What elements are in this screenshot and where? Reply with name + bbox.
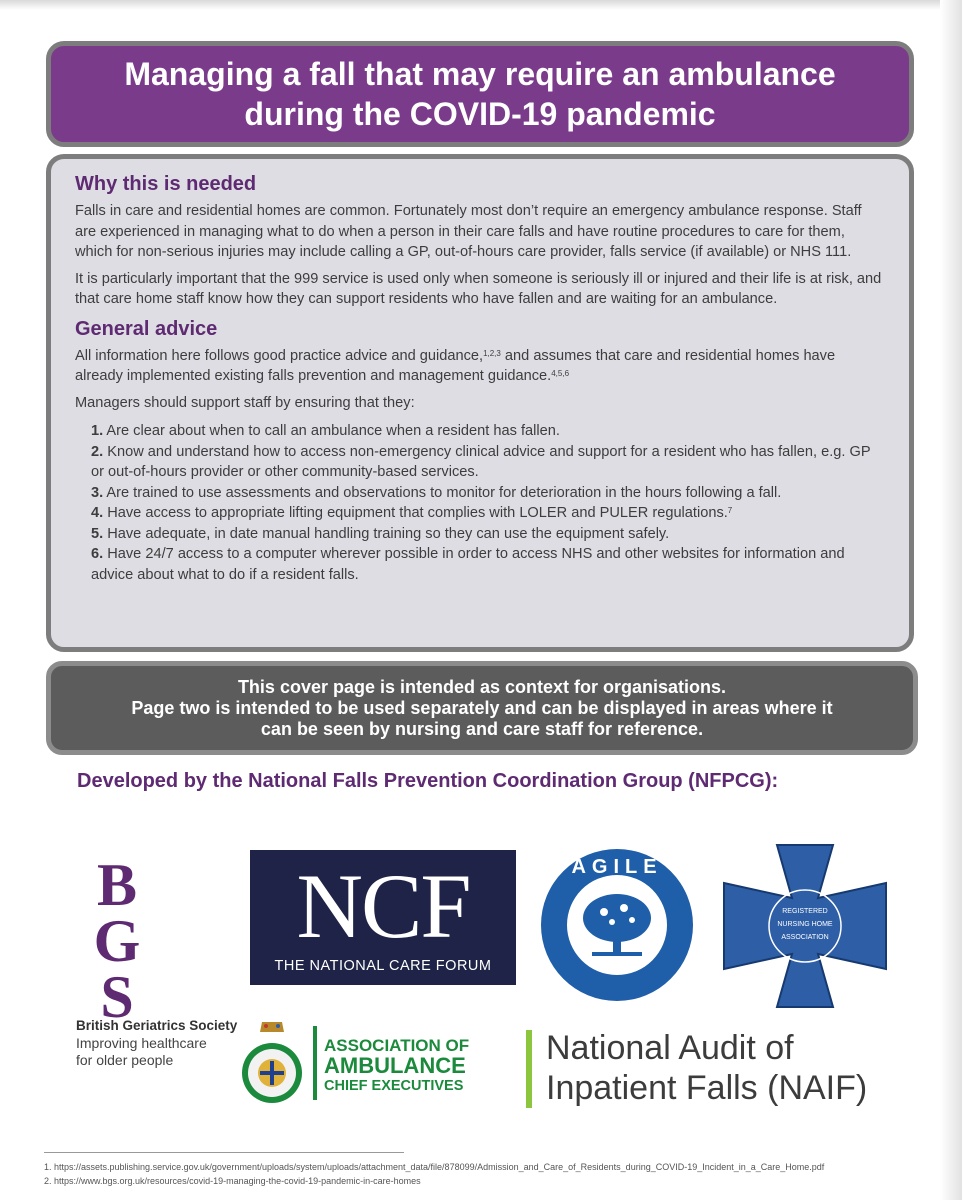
general-paragraph-1-a: All information here follows good practice advice and guidance, (75, 347, 484, 364)
list-item-text: Have access to appropriate lifting equipment that complies with LOLER and PULER regulations. (107, 505, 728, 521)
title-line-2: during the COVID-19 pandemic (244, 96, 716, 132)
aace-logo (240, 1018, 510, 1110)
aace-text (324, 1036, 469, 1096)
general-heading: General advice (75, 317, 218, 340)
page-shadow-right (940, 0, 962, 1200)
list-item-number: 1. (91, 423, 104, 439)
naif-text (546, 1028, 867, 1108)
aace-line-1: ASSOCIATION OF (324, 1036, 470, 1055)
notice-line-3: can be seen by nursing and care staff for reference. (260, 718, 704, 739)
nha-line-3: ASSOCIATION (781, 934, 829, 941)
page-shadow-top (0, 0, 962, 10)
footnote-ref-1-3: 1,2,3 (483, 348, 501, 358)
title-banner (46, 41, 914, 147)
general-paragraph-2: Managers should support staff by ensuring that they: (75, 394, 415, 411)
list-item-text: Are clear about when to call an ambulance when a resident has fallen. (106, 423, 560, 439)
naif-line-2: Inpatient Falls (NAIF) (546, 1069, 868, 1107)
list-item-number: 4. (91, 505, 104, 521)
footnote-divider (44, 1152, 404, 1153)
naif-line-1: National Audit of (546, 1029, 794, 1067)
agile-mark: AGILE (571, 856, 663, 878)
list-item (91, 483, 885, 504)
footnote-ref-7: 7 (727, 506, 733, 515)
list-item (91, 442, 885, 483)
agile-logo (540, 848, 694, 1002)
naif-accent-bar (526, 1030, 532, 1108)
title-line-1: Managing a fall that may require an ambulance (124, 56, 836, 92)
aace-line-3: CHIEF EXECUTIVES (324, 1078, 464, 1094)
notice-banner (46, 661, 918, 755)
nha-text (722, 905, 888, 944)
bgs-name: British Geriatrics Society (76, 1018, 238, 1033)
naif-logo (526, 1028, 906, 1112)
why-paragraph-2: It is particularly important that the 999 service is used only when someone is seriously ill or injured and their life is at risk, and that care home staff know how they can support residents who have fallen and are waiting for an ambulance. (75, 270, 882, 307)
footnote-2: 2. https://www.bgs.org.uk/resources/covid-19-managing-the-covid-19-pandemic-in-care-homes (44, 1176, 421, 1186)
list-item-text: Know and understand how to access non-emergency clinical advice and support for a resident who has fallen, e.g. GP or out-of-hours provider or other community-based services. (91, 443, 871, 480)
list-item-number: 3. (91, 484, 104, 501)
list-item-number: 2. (91, 443, 104, 460)
bgs-mark (72, 852, 162, 1020)
list-item (91, 524, 885, 545)
notice-line-1: This cover page is intended as context for organisations. (237, 676, 727, 697)
general-paragraph-1-b: and assumes that care and residential homes have already implemented existing falls prevention and management guidance. (75, 347, 836, 384)
footnote-1: 1. https://assets.publishing.service.gov.uk/government/uploads/system/uploads/attachment_data/file/878099/Admission_and_Care_of_Residents_during_COVID-19_Incident_in_a_Care_Home.pdf (44, 1162, 825, 1172)
aace-line-2: AMBULANCE (324, 1053, 466, 1078)
list-item (91, 544, 885, 585)
ncf-logo (250, 850, 516, 985)
footnote-ref-4-6: 4,5,6 (551, 369, 570, 378)
list-item-number: 5. (91, 525, 104, 542)
ncf-mark: NCF (296, 855, 470, 957)
list-item-text: Have adequate, in date manual handling training so they can use the equipment safely. (107, 525, 670, 542)
nha-line-2: NURSING HOME (777, 921, 833, 928)
list-item (91, 503, 885, 524)
notice-line-2: Page two is intended to be used separately and can be displayed in areas where it (131, 697, 833, 718)
list-item-number: 6. (91, 546, 104, 562)
general-paragraph-1 (75, 346, 885, 387)
why-paragraph-1: Falls in care and residential homes are common. Fortunately most don’t require an emergency ambulance response. Staff are experienced in managing what to do when a person in their care falls and have routine procedures to care for them, which for non-serious injuries may include calling a GP, out-of-hours care provider, falls service (if available) or NHS 111. (75, 203, 862, 260)
info-panel (46, 154, 914, 652)
bgs-tagline-2: for older people (76, 1052, 174, 1068)
ambulance-badge-emblem (240, 1018, 304, 1110)
list-item (91, 421, 885, 442)
bgs-tagline (76, 1035, 207, 1069)
footnotes (44, 1160, 924, 1188)
bgs-mark-text: BGS (84, 852, 150, 1020)
why-heading: Why this is needed (75, 173, 257, 195)
nha-line-1: REGISTERED (782, 908, 828, 915)
advice-list (91, 421, 885, 585)
list-item-text: Are trained to use assessments and observations to monitor for deterioration in the hours following a fall. (106, 484, 782, 501)
list-item-text: Have 24/7 access to a computer wherever possible in order to access NHS and other websites for information and advice about what to do if a resident falls. (91, 546, 845, 583)
developed-by-heading: Developed by the National Falls Prevention Coordination Group (NFPCG): (77, 770, 779, 792)
bgs-tagline-1: Improving healthcare (76, 1035, 207, 1051)
nha-logo (722, 843, 888, 1009)
ncf-name: THE NATIONAL CARE FORUM (274, 958, 492, 974)
aace-divider (313, 1026, 317, 1100)
bgs-logo (70, 852, 250, 1072)
